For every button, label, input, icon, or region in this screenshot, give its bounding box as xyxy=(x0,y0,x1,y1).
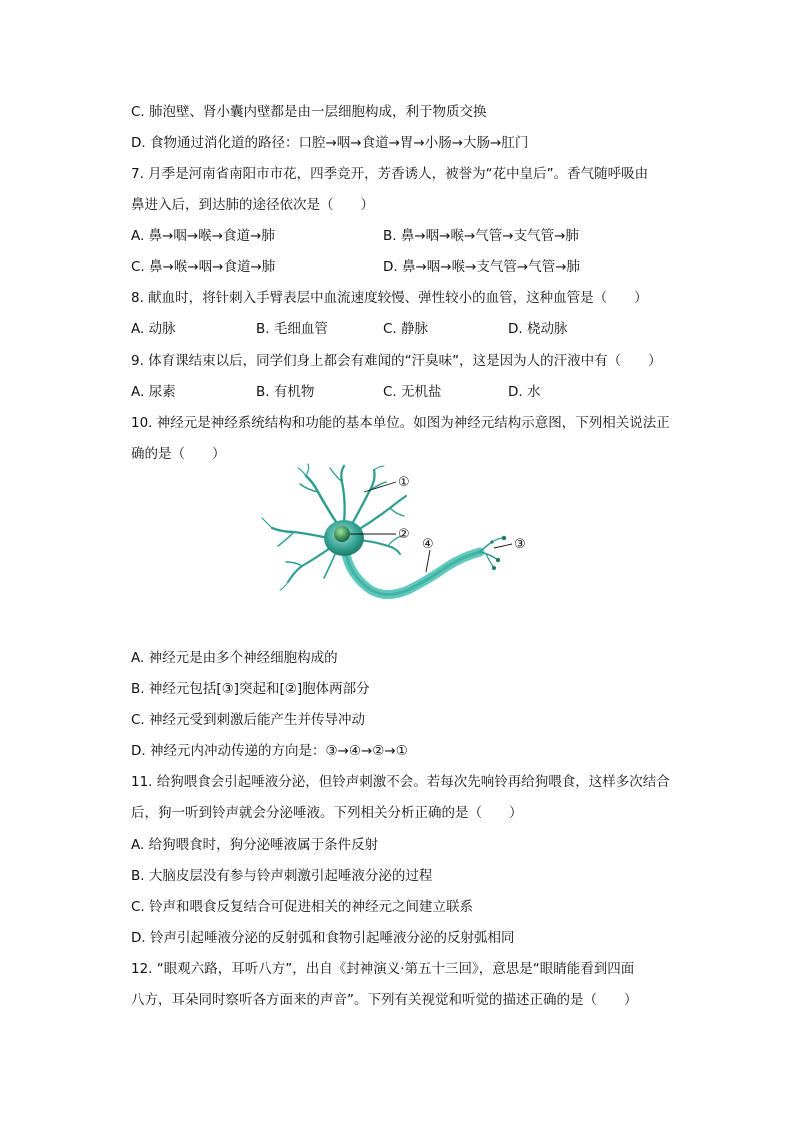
q11-option-b: B. 大脑皮层没有参与铃声刺激引起唾液分泌的过程 xyxy=(131,868,433,884)
neuron-diagram xyxy=(258,462,548,622)
q7-option-d: D. 鼻→咽→喉→支气管→气管→肺 xyxy=(383,259,581,275)
question-12-stem: 12. “眼观六路，耳听八方”，出自《封神演义·第五十三回》，意思是“眼睛能看到四面 xyxy=(131,961,635,977)
q7-option-b: B. 鼻→咽→喉→气管→支气管→肺 xyxy=(383,228,579,244)
question-11-stem-cont: 后，狗一听到铃声就会分泌唾液。下列相关分析正确的是（ ） xyxy=(131,805,523,821)
q10-option-b: B. 神经元包括[③]突起和[②]胞体两部分 xyxy=(131,681,370,697)
q9-option-b: B. 有机物 xyxy=(256,384,315,400)
q8-option-d: D. 桡动脉 xyxy=(508,321,568,337)
q8-option-c: C. 静脉 xyxy=(383,321,429,337)
q10-option-a: A. 神经元是由多个神经细胞构成的 xyxy=(131,650,338,666)
question-10-stem-cont: 确的是（ ） xyxy=(131,446,226,462)
q11-option-a: A. 给狗喂食时，狗分泌唾液属于条件反射 xyxy=(131,837,379,853)
q11-option-c: C. 铃声和喂食反复结合可促进相关的神经元之间建立联系 xyxy=(131,899,474,915)
question-7-stem-cont: 鼻进入后，到达肺的途径依次是（ ） xyxy=(131,197,374,213)
q9-option-c: C. 无机盐 xyxy=(383,384,442,400)
q10-option-d: D. 神经元内冲动传递的方向是：③→④→②→① xyxy=(131,743,408,759)
q7-option-a: A. 鼻→咽→喉→食道→肺 xyxy=(131,228,275,244)
q10-option-c: C. 神经元受到刺激后能产生并传导冲动 xyxy=(131,712,366,728)
question-7-stem: 7. 月季是河南省南阳市市花，四季竞开，芳香诱人，被誉为“花中皇后”。香气随呼吸由 xyxy=(131,166,649,182)
question-9-stem: 9. 体育课结束以后，同学们身上都会有难闻的“汗臭味”，这是因为人的汗液中有（ ） xyxy=(131,353,662,369)
question-10-stem: 10. 神经元是神经系统结构和功能的基本单位。如图为神经元结构示意图，下列相关说法正 xyxy=(131,415,670,431)
q6-option-c: C. 肺泡壁、肾小囊内壁都是由一层细胞构成，利于物质交换 xyxy=(131,104,487,120)
nucleus xyxy=(334,526,350,542)
q8-option-b: B. 毛细血管 xyxy=(256,321,328,337)
label-1: ① xyxy=(398,475,410,490)
label-4: ④ xyxy=(422,537,434,552)
label-2: ② xyxy=(398,527,410,542)
q7-option-c: C. 鼻→喉→咽→食道→肺 xyxy=(131,259,276,275)
question-12-stem-cont: 八方，耳朵同时察听各方面来的声音”。下列有关视觉和听觉的描述正确的是（ ） xyxy=(131,992,638,1008)
question-8-stem: 8. 献血时，将针刺入手臂表层中血流速度较慢、弹性较小的血管，这种血管是（ ） xyxy=(131,290,648,306)
question-11-stem: 11. 给狗喂食会引起唾液分泌，但铃声刺激不会。若每次先响铃再给狗喂食，这样多次结合 xyxy=(131,774,670,790)
q9-option-a: A. 尿素 xyxy=(131,384,176,400)
q9-option-d: D. 水 xyxy=(508,384,541,400)
q11-option-d: D. 铃声引起唾液分泌的反射弧和食物引起唾液分泌的反射弧相同 xyxy=(131,930,515,946)
label-3: ③ xyxy=(514,537,526,552)
q6-option-d: D. 食物通过消化道的路径：口腔→咽→食道→胃→小肠→大肠→肛门 xyxy=(131,135,529,151)
q8-option-a: A. 动脉 xyxy=(131,321,176,337)
